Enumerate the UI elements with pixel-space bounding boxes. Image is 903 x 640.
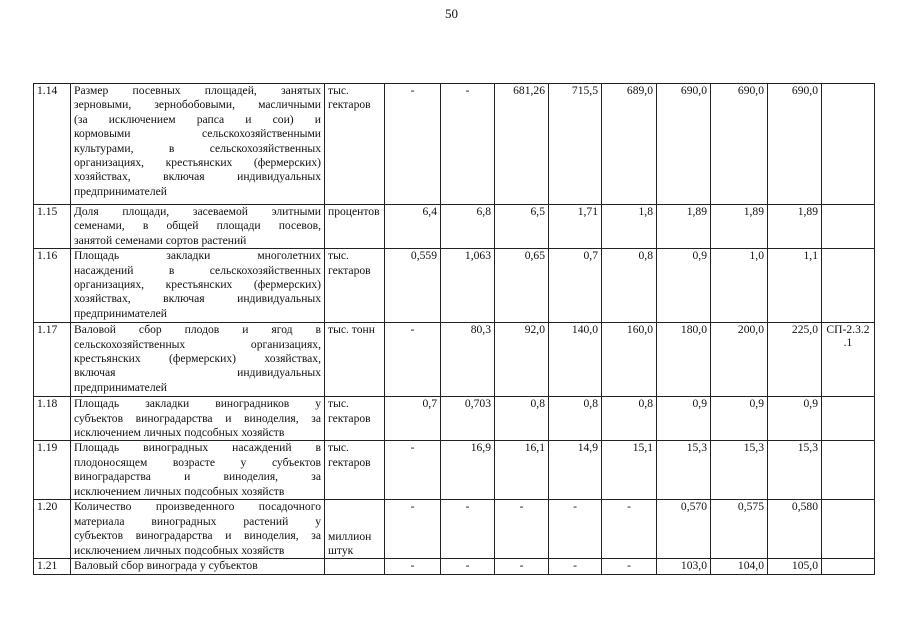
value-cell: - <box>385 441 441 500</box>
value-cell: 225,0 <box>768 323 822 397</box>
reference-cell <box>822 249 875 323</box>
unit-line: гектаров <box>328 455 371 469</box>
value-cell: 103,0 <box>657 559 711 574</box>
value-cell: - <box>385 559 441 574</box>
unit-line: гектаров <box>328 411 371 425</box>
unit-of-measure <box>325 500 385 559</box>
indicator-name-line: предпринимателей <box>74 306 167 320</box>
indicator-name-line: кормовыми сельскохозяйственными <box>74 127 321 141</box>
unit-of-measure <box>325 249 385 323</box>
value-cell: 0,7 <box>385 397 441 441</box>
value-cell: 160,0 <box>602 323 657 397</box>
value-cell: 690,0 <box>768 84 822 205</box>
indicator-name-line: Площадь закладки многолетних <box>74 249 321 263</box>
value-cell: 80,3 <box>441 323 495 397</box>
table-row <box>34 559 875 574</box>
unit-of-measure <box>325 397 385 441</box>
indicator-name-line: материала виноградных растений у <box>74 514 321 528</box>
indicator-name-line: хозяйствах, включая индивидуальных <box>74 292 321 306</box>
value-cell: - <box>441 559 495 574</box>
reference-cell <box>822 397 875 441</box>
value-cell: 105,0 <box>768 559 822 574</box>
value-cell: 690,0 <box>657 84 711 205</box>
indicator-name-line: культурами, в сельскохозяйственных <box>74 141 321 155</box>
indicator-name-line: субъектов виноградарства и виноделия, за <box>74 529 321 543</box>
indicator-name-line: предпринимателей <box>74 184 167 198</box>
indicator-name <box>71 249 325 323</box>
unit-line: процентов <box>328 205 380 218</box>
unit-line: миллион <box>328 529 372 543</box>
indicator-name-line: крестьянских (фермерских) хозяйствах, <box>74 352 321 366</box>
indicator-name <box>71 205 325 249</box>
indicator-name-line: плодоносящем возрасте у субъектов <box>74 455 321 469</box>
indicator-name-line: включая индивидуальных <box>74 366 321 380</box>
value-cell: - <box>441 84 495 205</box>
indicator-name <box>71 397 325 441</box>
value-cell: - <box>385 323 441 397</box>
page-number: 50 <box>445 6 458 21</box>
value-cell: 715,5 <box>549 84 602 205</box>
unit-line: тыс. <box>328 84 349 97</box>
indicator-name-line: занятой семенами сортов растений <box>74 233 247 247</box>
reference-cell: СП-2.3.2.1 <box>822 323 875 397</box>
reference-cell <box>822 500 875 559</box>
value-cell: 1,8 <box>602 205 657 249</box>
table-row <box>34 249 875 323</box>
value-cell: 6,8 <box>441 205 495 249</box>
unit-line: тыс. <box>328 441 349 455</box>
value-cell: 0,703 <box>441 397 495 441</box>
unit-of-measure <box>325 323 385 397</box>
value-cell: 0,9 <box>657 397 711 441</box>
row-number: 1.20 <box>34 500 71 559</box>
value-cell: 0,8 <box>549 397 602 441</box>
indicator-name-line: Площадь виноградных насаждений в <box>74 441 321 455</box>
value-cell: 1,063 <box>441 249 495 323</box>
value-cell: 0,580 <box>768 500 822 559</box>
value-cell: 15,3 <box>711 441 768 500</box>
indicator-name-line: исключением личных подсобных хозяйств <box>74 484 285 498</box>
row-number: 1.18 <box>34 397 71 441</box>
indicator-name-line: организациях, крестьянских (фермерских) <box>74 278 321 292</box>
unit-line: тыс. <box>328 397 349 411</box>
value-cell: 681,26 <box>495 84 549 205</box>
unit-of-measure <box>325 441 385 500</box>
indicator-name <box>71 500 325 559</box>
indicator-name-line: сельскохозяйственных организациях, <box>74 337 321 351</box>
table-row <box>34 205 875 249</box>
unit-line: тыс. <box>328 249 349 263</box>
value-cell: 15,1 <box>602 441 657 500</box>
value-cell: 15,3 <box>657 441 711 500</box>
reference-cell <box>822 441 875 500</box>
indicator-name-line: Доля площади, засеваемой элитными <box>74 205 321 218</box>
value-cell: 104,0 <box>711 559 768 574</box>
indicator-name-line: Валовой сбор плодов и ягод в <box>74 323 321 337</box>
indicator-name-line: исключением личных подсобных хозяйств <box>74 426 285 440</box>
indicator-name-line: Площадь закладки виноградников у <box>74 397 321 411</box>
indicator-name-line: насаждений в сельскохозяйственных <box>74 263 321 277</box>
indicator-name-line: организациях, крестьянских (фермерских) <box>74 156 321 170</box>
indicator-name-line: Количество произведенного посадочного <box>74 500 321 514</box>
indicator-name <box>71 559 325 574</box>
table-row <box>34 323 875 397</box>
value-cell: 0,8 <box>495 397 549 441</box>
value-cell: 689,0 <box>602 84 657 205</box>
value-cell: 6,4 <box>385 205 441 249</box>
indicators-table <box>33 83 875 575</box>
value-cell: - <box>385 500 441 559</box>
table-row <box>34 84 875 205</box>
indicator-name-line: Валовый сбор винограда у субъектов <box>74 559 258 573</box>
row-number: 1.15 <box>34 205 71 249</box>
row-number: 1.19 <box>34 441 71 500</box>
table-row <box>34 441 875 500</box>
indicator-name-line: субъектов виноградарства и виноделия, за <box>74 411 321 425</box>
value-cell: 0,559 <box>385 249 441 323</box>
indicator-name-line: виноградарства и виноделия, за <box>74 470 321 484</box>
table-row <box>34 500 875 559</box>
indicator-name-line: (за исключением рапса и сои) и <box>74 112 321 126</box>
value-cell: 690,0 <box>711 84 768 205</box>
value-cell: 0,570 <box>657 500 711 559</box>
indicator-name-line: семенами, в общей площади посевов, <box>74 219 321 233</box>
value-cell: 0,8 <box>602 397 657 441</box>
table-body <box>34 84 875 575</box>
value-cell: - <box>549 559 602 574</box>
unit-line: штук <box>328 544 354 558</box>
indicator-name-line: хозяйствах, включая индивидуальных <box>74 170 321 184</box>
value-cell: 0,8 <box>602 249 657 323</box>
value-cell: 15,3 <box>768 441 822 500</box>
reference-cell <box>822 559 875 574</box>
value-cell: 6,5 <box>495 205 549 249</box>
value-cell: 0,9 <box>657 249 711 323</box>
value-cell: 1,0 <box>711 249 768 323</box>
value-cell: - <box>495 559 549 574</box>
value-cell: 1,89 <box>768 205 822 249</box>
value-cell: - <box>495 500 549 559</box>
row-number: 1.14 <box>34 84 71 205</box>
value-cell: - <box>441 500 495 559</box>
value-cell: 1,1 <box>768 249 822 323</box>
unit-of-measure <box>325 84 385 205</box>
value-cell: 180,0 <box>657 323 711 397</box>
unit-of-measure <box>325 205 385 249</box>
indicator-name-line: предпринимателей <box>74 380 167 394</box>
value-cell: 92,0 <box>495 323 549 397</box>
value-cell: - <box>602 559 657 574</box>
reference-cell <box>822 205 875 249</box>
value-cell: - <box>602 500 657 559</box>
value-cell: 0,65 <box>495 249 549 323</box>
indicator-name <box>71 84 325 205</box>
row-number: 1.17 <box>34 323 71 397</box>
indicator-name-line: исключением личных подсобных хозяйств <box>74 543 285 557</box>
value-cell: 16,1 <box>495 441 549 500</box>
value-cell: 14,9 <box>549 441 602 500</box>
value-cell: - <box>385 84 441 205</box>
unit-line: гектаров <box>328 98 371 112</box>
indicator-name <box>71 441 325 500</box>
value-cell: 140,0 <box>549 323 602 397</box>
row-number: 1.21 <box>34 559 71 574</box>
value-cell: 0,9 <box>768 397 822 441</box>
value-cell: 200,0 <box>711 323 768 397</box>
reference-cell <box>822 84 875 205</box>
unit-line: гектаров <box>328 263 371 277</box>
row-number: 1.16 <box>34 249 71 323</box>
value-cell: - <box>549 500 602 559</box>
value-cell: 0,9 <box>711 397 768 441</box>
value-cell: 16,9 <box>441 441 495 500</box>
indicator-name-line: Размер посевных площадей, занятых <box>74 84 321 97</box>
indicator-name-line: зерновыми, зернобобовыми, масличными <box>74 98 321 112</box>
value-cell: 1,89 <box>711 205 768 249</box>
indicator-name <box>71 323 325 397</box>
value-cell: 0,7 <box>549 249 602 323</box>
table-row <box>34 397 875 441</box>
value-cell: 0,575 <box>711 500 768 559</box>
unit-line: тыс. тонн <box>328 323 375 337</box>
value-cell: 1,71 <box>549 205 602 249</box>
value-cell: 1,89 <box>657 205 711 249</box>
unit-of-measure <box>325 559 385 574</box>
